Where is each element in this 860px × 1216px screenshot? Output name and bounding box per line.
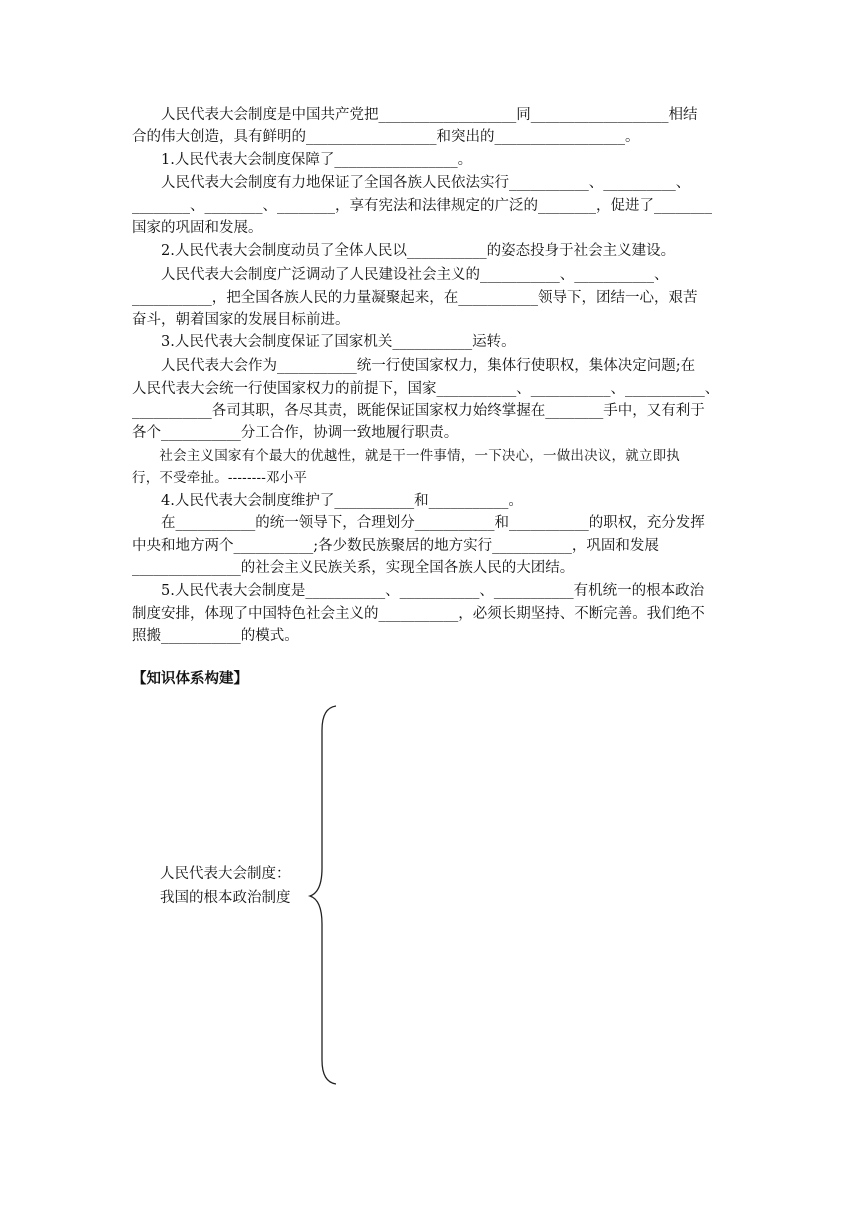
text-line: _______________的社会主义民族关系，实现全国各族人民的大团结。 xyxy=(132,560,575,576)
text-line: 人民代表大会作为___________统一行使国家权力，集体行使职权，集体决定问题;在 xyxy=(132,358,696,374)
quote-line: 社会主义国家有个最大的优越性，就是干一件事情，一下决心，一做出决议，就立即执 xyxy=(132,448,680,464)
text-line: 4.人民代表大会制度维护了___________和___________。 xyxy=(132,493,523,509)
text-line: ___________，把全国各族人民的力量凝聚起来，在___________领导下，团结一心，艰苦 xyxy=(132,290,698,306)
text-line: 3.人民代表大会制度保证了国家机关___________运转。 xyxy=(132,334,516,350)
text-line: 人民代表大会制度有力地保证了全国各族人民依法实行___________、__________、 xyxy=(132,175,691,191)
text-line: 国家的巩固和发展。 xyxy=(132,220,263,236)
quote-line: 行，不受牵扯。--------邓小平 xyxy=(132,470,308,486)
text-line: 照搬___________的模式。 xyxy=(132,628,299,644)
diagram-label-line: 人民代表大会制度： xyxy=(160,866,291,882)
section-heading: 【知识体系构建】 xyxy=(132,670,248,687)
text-line: ________、________、________，享有宪法和法律规定的广泛的________，促进了________ xyxy=(132,198,712,214)
text-line: 人民代表大会制度广泛调动了人民建设社会主义的___________、___________、 xyxy=(132,267,669,283)
curly-brace xyxy=(306,700,346,1090)
text-line: 制度安排，体现了中国特色社会主义的___________，必须长期坚持、不断完善。我们绝不 xyxy=(132,606,705,622)
text-line: 人民代表大会统一行使国家权力的前提下，国家___________、___________、___________、 xyxy=(132,381,720,397)
text-line: 2.人民代表大会制度动员了全体人民以___________的姿态投身于社会主义建设。 xyxy=(132,243,676,259)
diagram-root-label xyxy=(160,862,320,910)
diagram-label-line: 我国的根本政治制度 xyxy=(160,890,291,906)
text-line: 5.人民代表大会制度是___________、___________、___________有机统一的根本政治 xyxy=(132,583,705,599)
text-line: 在___________的统一领导下，合理划分___________和___________的职权，充分发挥 xyxy=(132,515,705,531)
text-line: 各个___________分工合作，协调一致地履行职责。 xyxy=(132,425,459,441)
text-line: 中央和地方两个___________;各少数民族聚居的地方实行___________，巩固和发展 xyxy=(132,538,659,554)
text-line: 奋斗，朝着国家的发展目标前进。 xyxy=(132,312,350,328)
text-line: 人民代表大会制度是中国共产党把___________________同___________________相结 xyxy=(132,107,698,123)
text-line: 合的伟大创造，具有鲜明的__________________和突出的__________________。 xyxy=(132,129,640,145)
text-line: ___________各司其职，各尽其责，既能保证国家权力始终掌握在________手中，又有利于 xyxy=(132,403,705,419)
text-line: 1.人民代表大会制度保障了_________________。 xyxy=(132,152,473,168)
